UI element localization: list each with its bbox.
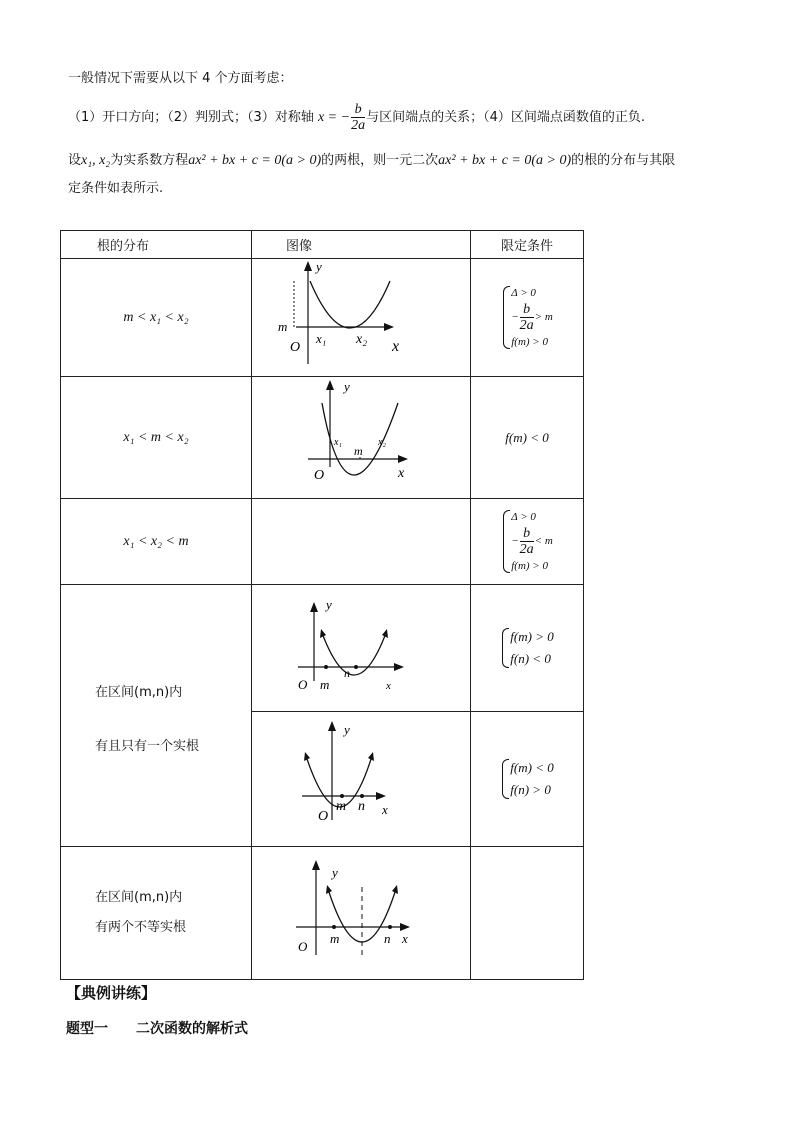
x-axis-arrow (384, 323, 394, 331)
table-row (61, 499, 584, 585)
header-distribution: 根的分布 (61, 231, 252, 259)
condition-cell (471, 585, 584, 712)
condition-brace (500, 626, 553, 670)
section-example: 【典例讲练】 (66, 984, 157, 1002)
graph-cell (252, 847, 471, 980)
intro-line-4: 定条件如表所示. (68, 181, 164, 196)
distribution-cell: x₁ < m < x₂ (61, 377, 252, 499)
table-row (61, 847, 584, 980)
label-O: O (298, 677, 308, 692)
equation-2: ax² + bx + c = 0(a > 0) (438, 153, 572, 168)
label-x2: x₂ (356, 332, 368, 347)
label-O: O (298, 939, 308, 954)
condition-line-frac: − $\frac{b}{2a}$ > m (511, 302, 553, 333)
condition-cell-empty (471, 847, 584, 980)
condition-line: f(m) > 0 (510, 629, 554, 644)
condition-line: f(m) > 0 (511, 336, 548, 348)
label-x1: x₁ (334, 437, 342, 448)
intro-line-2 (68, 100, 645, 136)
graph-row-4b (252, 712, 436, 842)
condition-line-frac: − $\frac{b}{2a}$ < m (511, 526, 553, 557)
intro-line-3-part-a: 设 (68, 153, 82, 168)
frac-num: b (520, 302, 534, 318)
graph-cell (252, 585, 471, 712)
table-row (61, 585, 584, 712)
condition-line: f(m) < 0 (510, 760, 554, 775)
condition-brace (501, 508, 553, 575)
y-axis-arrow (326, 380, 334, 390)
label-x2: x₂ (378, 437, 386, 448)
intro-line-3-part-b: 为实系数方程 (110, 153, 189, 168)
condition-line: f(n) > 0 (510, 782, 551, 797)
condition-cell: f(m) < 0 (471, 377, 584, 499)
y-axis-arrow (312, 860, 320, 870)
frac-num: b (520, 526, 534, 542)
point-m (332, 925, 336, 929)
distribution-cell: m < x₁ < x₂ (61, 259, 252, 377)
condition-line: f(n) < 0 (510, 651, 551, 666)
x-axis-arrow (376, 792, 386, 800)
label-y: y (344, 379, 350, 394)
distribution-line: 在区间(m,n)内 (95, 890, 183, 905)
distribution-line: 有且只有一个实根 (95, 738, 200, 754)
distribution-cell-merged (61, 585, 252, 847)
distribution-cell (61, 847, 252, 980)
point-m (324, 665, 328, 669)
point-n (360, 794, 364, 798)
label-O: O (314, 468, 325, 483)
label-x: x (392, 338, 400, 355)
frac-den: 2a (519, 318, 534, 333)
parabola (310, 281, 390, 328)
label-x: x (398, 466, 405, 481)
y-axis-arrow (304, 261, 312, 271)
axis-fraction (351, 102, 365, 133)
intro-line-3-part-c: 的两根，则一元二次 (321, 153, 439, 168)
y-axis-arrow (310, 602, 318, 612)
x-axis-arrow (400, 923, 410, 931)
intro-line-2-part-b: 与区间端点的关系；（4）区间端点函数值的正负. (366, 110, 645, 125)
section-type-1: 题型一 二次函数的解析式 (66, 1021, 248, 1037)
label-O: O (290, 340, 301, 355)
label-y: y (326, 597, 332, 612)
label-x: x (386, 680, 391, 692)
graph-row-2 (252, 377, 436, 494)
label-y: y (332, 865, 338, 880)
graph-cell (252, 712, 471, 847)
graph-cell (252, 259, 471, 377)
condition-cell (471, 259, 584, 377)
axis-fraction-num: b (351, 102, 365, 118)
condition-brace (501, 284, 553, 351)
label-m: m (330, 931, 340, 946)
label-y: y (344, 722, 350, 737)
condition-brace (500, 757, 553, 801)
point-n (388, 925, 392, 929)
header-condition: 限定条件 (471, 231, 584, 259)
condition-line: Δ > 0 (511, 287, 536, 299)
header-graph: 图像 (252, 231, 471, 259)
label-m: m (320, 677, 330, 692)
y-axis-arrow (328, 721, 336, 731)
roots-vars: x₁, x₂ (81, 153, 111, 168)
condition-line: Δ > 0 (511, 511, 536, 523)
equation-1: ax² + bx + c = 0(a > 0) (188, 153, 322, 168)
intro-line-3-part-d: 的根的分布与其限 (571, 153, 676, 168)
intro-line-2-part-a: （1）开口方向；（2）判别式；（3）对称轴 (68, 110, 314, 125)
graph-row-1 (252, 259, 436, 372)
x-axis-arrow (394, 663, 404, 671)
label-m: m (278, 319, 288, 334)
frac-den: 2a (519, 542, 534, 557)
label-n: n (358, 799, 365, 814)
distribution-cell: x₁ < x₂ < m (61, 499, 252, 585)
label-x: x (402, 931, 408, 946)
graph-cell (252, 377, 471, 499)
table-header-row (61, 231, 584, 259)
graph-row-4a (252, 585, 436, 707)
point-n (354, 665, 358, 669)
condition-line: f(m) > 0 (511, 560, 548, 572)
graph-cell-empty (252, 499, 471, 585)
condition-cell (471, 499, 584, 585)
intro-line-1: 一般情况下需要从以下 4 个方面考虑： (68, 71, 293, 86)
label-n: n (344, 666, 350, 680)
label-O: O (318, 809, 329, 824)
point-m (340, 794, 344, 798)
condition-cell (471, 712, 584, 847)
label-x1: x₁ (316, 331, 327, 346)
intro-line-3 (68, 152, 675, 170)
label-x: x (382, 802, 388, 817)
axis-formula: x = − (317, 110, 351, 125)
label-n: n (384, 931, 391, 946)
root-distribution-table (60, 230, 584, 980)
distribution-line: 在区间(m,n)内 (95, 684, 183, 700)
distribution-line: 有两个不等实根 (95, 920, 187, 935)
label-m: m (354, 444, 363, 458)
x-axis-arrow (398, 455, 408, 463)
table-row (61, 259, 584, 377)
label-m: m (336, 799, 347, 814)
graph-row-5 (252, 847, 436, 975)
axis-fraction-den: 2a (351, 118, 366, 133)
parabola (322, 633, 386, 675)
table-row (61, 377, 584, 499)
label-y: y (316, 259, 322, 274)
